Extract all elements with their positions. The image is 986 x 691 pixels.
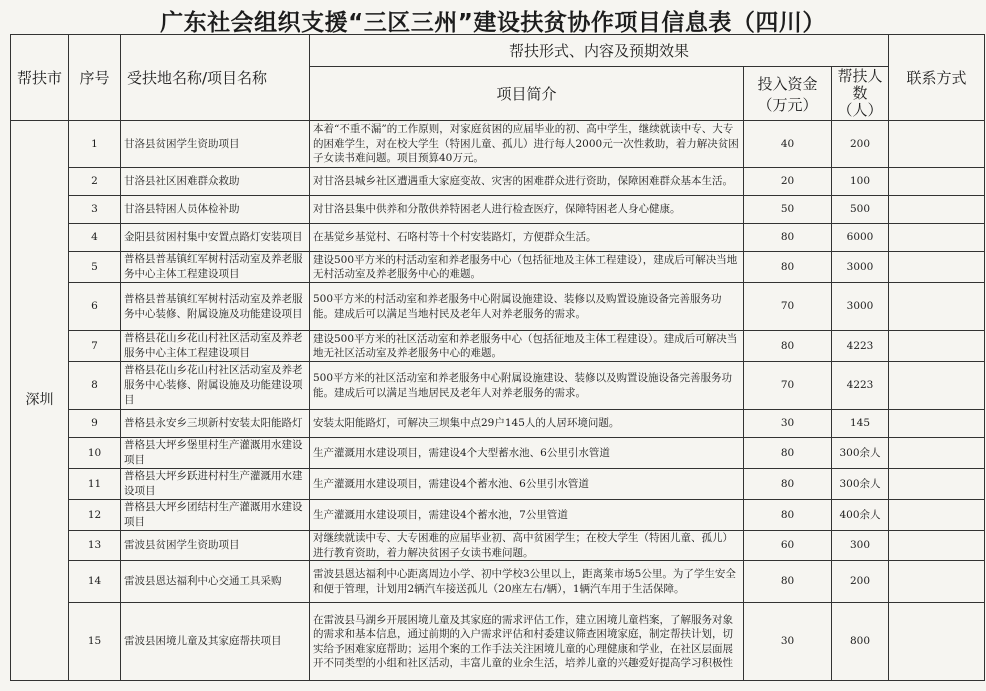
row-people-cell: 400余人 (832, 500, 889, 531)
row-fund-cell: 70 (744, 362, 832, 410)
header-fund: 投入资金（万元） (744, 67, 832, 121)
row-name-cell: 普格县花山乡花山村社区活动室及养老服务中心主体工程建设项目 (121, 331, 310, 362)
header-city: 帮扶市 (11, 35, 69, 121)
row-intro-cell: 建设500平方米的社区活动室和养老服务中心（包括征地及主体工程建设）。建成后可解决当地无社区活动室及养老服务中心的难题。 (310, 331, 744, 362)
row-contact-cell (889, 410, 985, 438)
row-name-cell: 甘洛县贫困学生资助项目 (121, 121, 310, 168)
row-seq-cell: 3 (69, 196, 121, 224)
row-people-cell: 800 (832, 603, 889, 681)
row-intro-cell: 在基觉乡基觉村、石咯村等十个村安装路灯，方便群众生活。 (310, 224, 744, 252)
row-seq-cell: 1 (69, 121, 121, 168)
row-fund-cell: 80 (744, 252, 832, 283)
row-name-cell: 普格县大坪乡堡里村生产灌溉用水建设项目 (121, 438, 310, 469)
city-cell: 深圳 (11, 121, 69, 681)
row-fund-cell: 80 (744, 331, 832, 362)
row-name-cell: 雷波县恩达福利中心交通工具采购 (121, 561, 310, 603)
table-row (11, 603, 985, 681)
row-intro-cell: 生产灌溉用水建设项目，需建设4个大型蓄水池、6公里引水管道 (310, 438, 744, 469)
row-name-cell: 普格县普基镇红军树村活动室及养老服务中心主体工程建设项目 (121, 252, 310, 283)
table-row (11, 224, 985, 252)
row-people-cell: 200 (832, 561, 889, 603)
row-fund-cell: 80 (744, 469, 832, 500)
row-contact-cell (889, 252, 985, 283)
row-contact-cell (889, 561, 985, 603)
row-fund-cell: 30 (744, 603, 832, 681)
row-name-cell: 金阳县贫困村集中安置点路灯安装项目 (121, 224, 310, 252)
row-seq-cell: 15 (69, 603, 121, 681)
row-people-cell: 300 (832, 531, 889, 561)
row-fund-cell: 40 (744, 121, 832, 168)
row-name-cell: 普格县普基镇红军树村活动室及养老服务中心装修、附属设施及功能建设项目 (121, 283, 310, 331)
row-contact-cell (889, 331, 985, 362)
row-fund-cell: 70 (744, 283, 832, 331)
row-fund-cell: 60 (744, 531, 832, 561)
table-row (11, 531, 985, 561)
row-intro-cell: 生产灌溉用水建设项目，需建设4个蓄水池，7公里管道 (310, 500, 744, 531)
row-seq-cell: 7 (69, 331, 121, 362)
table-row (11, 331, 985, 362)
table-row (11, 252, 985, 283)
row-name-cell: 普格县大坪乡跃进村村生产灌溉用水建设项目 (121, 469, 310, 500)
row-name-cell: 普格县大坪乡团结村生产灌溉用水建设项目 (121, 500, 310, 531)
row-contact-cell (889, 121, 985, 168)
row-contact-cell (889, 283, 985, 331)
row-contact-cell (889, 500, 985, 531)
row-contact-cell (889, 469, 985, 500)
row-fund-cell: 20 (744, 168, 832, 196)
table-row (11, 283, 985, 331)
row-contact-cell (889, 603, 985, 681)
row-intro-cell: 雷波县恩达福利中心距离周边小学、初中学校3公里以上，距离莱市场5公里。为了学生安全和便于管理，计划用2辆汽车接送孤儿（20座左右/辆），1辆汽车用于生活保障。 (310, 561, 744, 603)
row-intro-cell: 对继续就读中专、大专困难的应届毕业初、高中贫困学生；在校大学生（特困儿童、孤儿）进行教育资助，着力解决贫困子女读书难问题。 (310, 531, 744, 561)
row-fund-cell: 30 (744, 410, 832, 438)
row-people-cell: 3000 (832, 252, 889, 283)
row-intro-cell: 生产灌溉用水建设项目，需建设4个蓄水池、6公里引水管道 (310, 469, 744, 500)
row-seq-cell: 6 (69, 283, 121, 331)
row-contact-cell (889, 196, 985, 224)
row-name-cell: 甘洛县特困人员体检补助 (121, 196, 310, 224)
row-contact-cell (889, 531, 985, 561)
row-seq-cell: 11 (69, 469, 121, 500)
row-name-cell: 雷波县困境儿童及其家庭帮扶项目 (121, 603, 310, 681)
row-people-cell: 200 (832, 121, 889, 168)
row-people-cell: 4223 (832, 362, 889, 410)
row-intro-cell: 对甘洛县集中供养和分散供养特困老人进行检查医疗，保障特困老人身心健康。 (310, 196, 744, 224)
row-intro-cell: 建设500平方米的村活动室和养老服务中心（包括征地及主体工程建设），建成后可解决当地无村活动室及养老服务中心的难题。 (310, 252, 744, 283)
row-intro-cell: 在雷波县马湖乡开展困境儿童及其家庭的需求评估工作，建立困境儿童档案，了解服务对象的需求和基本信息，通过前期的入户需求评估和村委建议筛查困境家庭，制定帮扶计划，切实给予困难家庭帮助；运用个案的工作手法关注困境儿童的心理健康和学业，在社区层面展开不同类型的小组和社区活动，丰富儿童的业余生活，培养儿童的兴趣爱好提高学习积极性 (310, 603, 744, 681)
row-name-cell: 甘洛县社区困难群众救助 (121, 168, 310, 196)
row-contact-cell (889, 362, 985, 410)
row-seq-cell: 10 (69, 438, 121, 469)
table-row (11, 438, 985, 469)
row-seq-cell: 8 (69, 362, 121, 410)
row-people-cell: 300余人 (832, 469, 889, 500)
row-intro-cell: 500平方米的村活动室和养老服务中心附属设施建设、装修以及购置设施设备完善服务功能。建成后可以满足当地村民及老年人对养老服务的需求。 (310, 283, 744, 331)
table-row (11, 410, 985, 438)
table-row (11, 362, 985, 410)
row-contact-cell (889, 224, 985, 252)
row-people-cell: 6000 (832, 224, 889, 252)
header-intro: 项目简介 (310, 67, 744, 121)
project-info-table (10, 34, 985, 681)
table-row (11, 196, 985, 224)
row-seq-cell: 14 (69, 561, 121, 603)
row-seq-cell: 12 (69, 500, 121, 531)
header-contact: 联系方式 (889, 35, 985, 121)
row-intro-cell: 安装太阳能路灯，可解决三坝集中点29户145人的人居环境问题。 (310, 410, 744, 438)
row-fund-cell: 80 (744, 224, 832, 252)
document-title: 广东社会组织支援“三区三州”建设扶贫协作项目信息表（四川） (160, 10, 826, 36)
header-group: 帮扶形式、内容及预期效果 (310, 35, 889, 67)
row-name-cell: 雷波县贫困学生资助项目 (121, 531, 310, 561)
row-people-cell: 500 (832, 196, 889, 224)
row-seq-cell: 2 (69, 168, 121, 196)
row-fund-cell: 80 (744, 500, 832, 531)
row-contact-cell (889, 168, 985, 196)
row-contact-cell (889, 438, 985, 469)
row-name-cell: 普格县永安乡三坝新村安装太阳能路灯 (121, 410, 310, 438)
row-people-cell: 4223 (832, 331, 889, 362)
table-row (11, 469, 985, 500)
row-fund-cell: 50 (744, 196, 832, 224)
row-people-cell: 145 (832, 410, 889, 438)
header-seq: 序号 (69, 35, 121, 121)
row-people-cell: 100 (832, 168, 889, 196)
table-row (11, 561, 985, 603)
row-intro-cell: 本着“不重不漏”的工作原则，对家庭贫困的应届毕业的初、高中学生，继续就读中专、大专的困难学生，对在校大学生（特困儿童、孤儿）进行每人2000元一次性救助，着力解决贫困子女读书难问题。项目预算40万元。 (310, 121, 744, 168)
table-row (11, 500, 985, 531)
header-project-name: 受扶地名称/项目名称 (121, 35, 310, 121)
row-seq-cell: 13 (69, 531, 121, 561)
row-name-cell: 普格县花山乡花山村社区活动室及养老服务中心装修、附属设施及功能建设项目 (121, 362, 310, 410)
row-seq-cell: 9 (69, 410, 121, 438)
row-intro-cell: 对甘洛县城乡社区遭遇重大家庭变故、灾害的困难群众进行资助，保障困难群众基本生活。 (310, 168, 744, 196)
row-fund-cell: 80 (744, 561, 832, 603)
row-people-cell: 300余人 (832, 438, 889, 469)
header-people: 帮扶人数（人） (832, 67, 889, 121)
table-row (11, 121, 985, 168)
row-intro-cell: 500平方米的社区活动室和养老服务中心附属设施建设、装修以及购置设施设备完善服务功能。建成后可以满足当地居民及老年人对养老服务的需求。 (310, 362, 744, 410)
row-seq-cell: 5 (69, 252, 121, 283)
row-fund-cell: 80 (744, 438, 832, 469)
table-row (11, 168, 985, 196)
row-seq-cell: 4 (69, 224, 121, 252)
row-people-cell: 3000 (832, 283, 889, 331)
